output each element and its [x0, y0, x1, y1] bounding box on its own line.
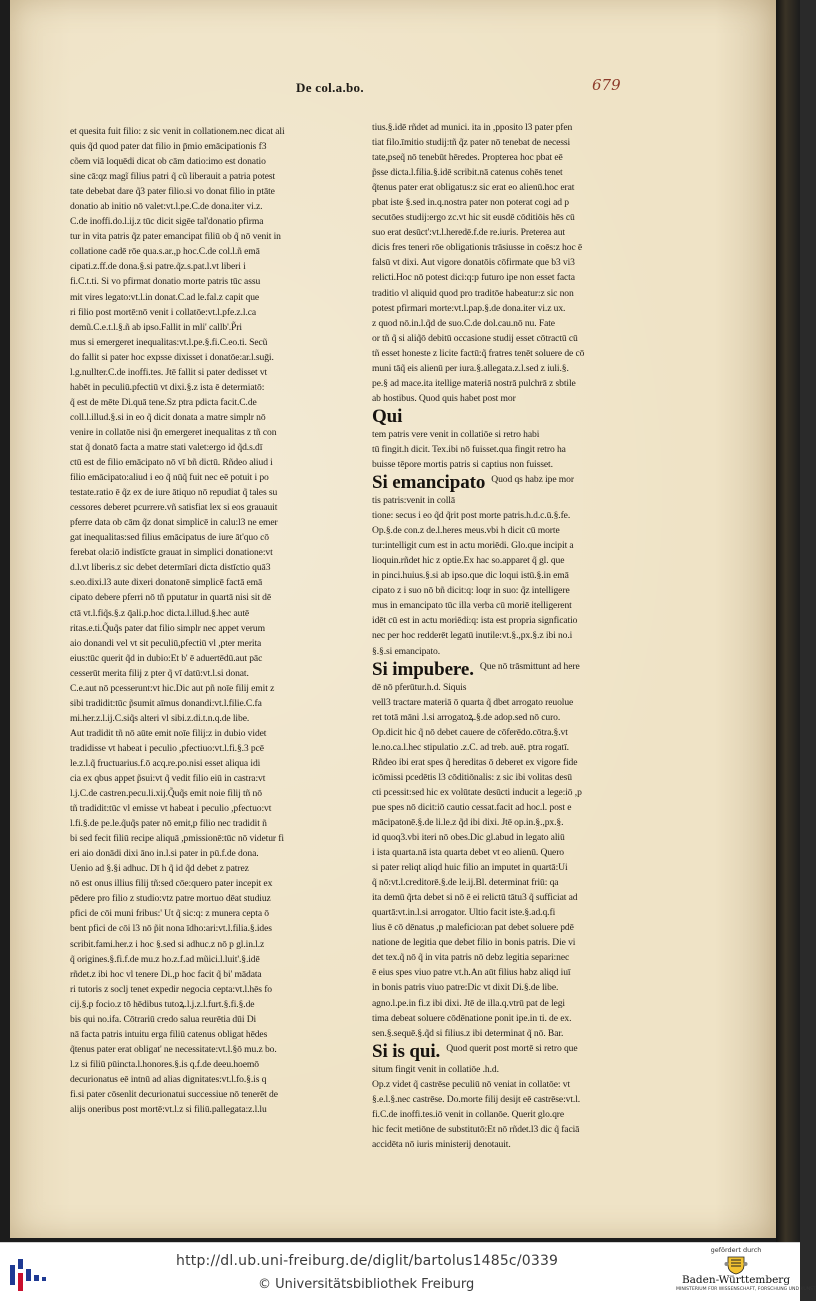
text-line: donatio ab initio nō valet:vt.l.pe.C.de dona.iter vi.z. — [70, 201, 263, 213]
permalink-url[interactable]: http://dl.ub.uni-freiburg.de/diglit/bartolus1485c/0339 — [176, 1253, 559, 1269]
rubric-emancipato — [372, 472, 622, 493]
text-line: ab hostibus. Quod quis habet post mor — [372, 392, 516, 404]
text-line: tem patris vere venit in collatiōe si retro habi — [372, 428, 540, 440]
text-line: l.fi.§.de pe.le.q̃uq̃s pater nō emit,p filio nec tradidit ñ — [70, 818, 267, 830]
text-line: pferre data ob cām q̃z donat simplicē in calu:l3 ne emer — [70, 517, 278, 529]
text-line: ret totā māni .l.si arrogatoꝝ.§.de adop.sed nō curo. — [372, 711, 561, 723]
sponsor-label: gefördert durch — [710, 1246, 762, 1254]
folio-number: 679 — [592, 76, 621, 94]
text-line: d.l.vt liberis.z sic debet determīari dicta distīctio quā3 — [70, 562, 271, 574]
text-line: cõem viā loquēdi dicat ob cām datio:imo est donatio — [70, 156, 266, 168]
text-line: Op.dicit hic q̃ nō debet cauere de cōferēdo.cōtra.§.vt — [372, 726, 568, 738]
text-line: fi.C.de inoffi.tes.iō venit in collanōe. Querit glo.qre — [372, 1108, 565, 1120]
text-line: bent pfici de cōi l3 nō p̃it nona īdho:ari:vt.l.filia.§.ides — [70, 923, 272, 935]
text-line: ritas.e.ti.Q̃uq̃s pater dat filio simplr nec appet verum — [70, 622, 265, 634]
text-line: pbat iste §.sed in.q.nostra pater non poterat cogi ad p — [372, 197, 569, 209]
text-line: p̃sse dicta.l.filia.§.idē scribit.nā catenus cohēs tenet — [372, 167, 563, 179]
text-line: eri aio donādi dixi āno in.l.si pater in pū.f.de dona. — [70, 848, 259, 860]
text-line: muni tāq̃ eis alienū per iura.§.allegata.z.l.sed z iuli.§. — [372, 362, 569, 374]
text-line: vell3 tractare materiā ō quarta q̃ dbet arrogato reuolue — [372, 696, 574, 708]
text-line: le.no.ca.l.hec stipulatio .z.C. ad treb. auē. ptra rogatī. — [372, 741, 569, 753]
text-line: tiat filo.īmitio studij:tñ q̃z pater nō tenebat de necessi — [372, 137, 571, 149]
text-line: situm fingit venit in collatiōe .h.d. — [372, 1063, 499, 1075]
text-line: traditio vl aliquid quod pro traditōe habeatur:z sic non — [372, 287, 574, 299]
text-line: scribit.fami.her.z i hoc §.sed si adhuc.z nō p gl.in.l.z — [70, 938, 265, 950]
text-line: s.eo.dixi.l3 aute dixeri donatonē simplicē factā emā — [70, 577, 263, 589]
text-line: mus in emancipato tūc illa verba cū moriē itelligerent — [372, 600, 572, 612]
text-line: mi.her.z.l.ij.C.siq̃s alteri vl sibi.z.di.t.n.q.de libe. — [70, 712, 250, 724]
text-line: mit vires legato:vt.l.in donat.C.ad le.fal.z capit que — [70, 291, 260, 303]
rubric-is-qui-heading: Si is qui. — [372, 1040, 441, 1062]
text-line: testate.ratio ē q̃z ex de iure ātiquo nō repudiat q̃ tales su — [70, 487, 278, 499]
text-line: potest pfirmari morte:vt.l.pap.§.de dona.iter vi.z ux. — [372, 302, 566, 314]
text-line: q̃ origines.§.fi.f.de mu.z ho.z.f.ad mũici.l.luit'.§.idē — [70, 953, 260, 965]
text-line: cipati.z.ff.de dona.§.si patre.q̃z.s.pat.l.vt liberi i — [70, 261, 246, 273]
text-line: ita demū q̃rta debet si nō ē ei relictū tātu3 q̃ sufficiat ad — [372, 892, 578, 904]
text-line: id quoq3.vbi iteri nō obes.Dic gl.abud in legato aliū — [372, 832, 565, 844]
text-line: in pinci.huius.§.si ab ipso.que dic loqui istū.§.in emā — [372, 570, 569, 582]
text-line: dē nō pferūtur.h.d. Siquis — [372, 681, 467, 693]
text-line: venire in collatōe nisi q̃n emergeret inequalitas z tñ con — [70, 426, 277, 438]
text-line: sine cā:qz magĩ filius patri q̃ cũ liberauit a patria potest — [70, 171, 276, 183]
text-line: ri tutoris z soclj tenet expedir negocia cepta:vt.l.hēs fo — [70, 983, 272, 995]
text-line: q̃ est de mēte Di.quā tene.Sz ptra pdicta facit.C.de — [70, 396, 257, 408]
text-line: natione de legitia que debet filio in bonis patris. Die vi — [372, 937, 576, 949]
text-line: habēt in peculiū.pfectiū vt dixi.§.z ista ē determiatō: — [70, 381, 265, 393]
text-line: si pater reliqt aliqd huic filio an imputet in quartā:Ui — [372, 862, 568, 874]
text-line: cipato debere pferri nō tñ pputatur in quartā nisi sit dē — [70, 592, 272, 604]
text-line: tate debebat dare q̃3 pater filio.si vo donat filio in ptāte — [70, 186, 275, 198]
text-line: §.§.si emancipato. — [372, 645, 441, 657]
scan-edge — [776, 0, 800, 1242]
text-line: i ista quarta.nā ista quarta debet vt eo alienū. Quero — [372, 847, 564, 859]
text-line: falsū vt dixi. Aut vigore donatōis cōfirmate que b3 vi3 — [372, 257, 575, 269]
text-line: sen.§.sequē.§.q̃d si filius.z ibi determinat q̃ nō. Bar. — [372, 1027, 564, 1039]
right-text-column — [372, 120, 622, 1152]
text-line: decurionatus eē intnū ad alias dignitates:vt.l.fo.§.is q — [70, 1073, 267, 1085]
text-line: lioquin.rñdet hic z optie.Ex hac so.apparet q̃ gl. que — [372, 555, 565, 567]
text-line: ri filio post mortē:nō venit i collatōe:vt.l.pfe.z.l.ca — [70, 306, 257, 318]
left-text-column — [70, 124, 320, 1117]
copyright-notice: © Universitätsbibliothek Freiburg — [258, 1277, 475, 1292]
baden-wuerttemberg-crest-icon — [724, 1255, 748, 1275]
text-line: tñ tradidit:tūc vl emisse vt habeat i peculio ,pfectuo:vt — [70, 803, 272, 815]
text-line: Op.z videt q̃ castrēse peculiū nō veniat in collatōe: vt — [372, 1078, 571, 1090]
text-line: collatione cadē rōe qua.s.ar.,p hoc.C.de col.l.ñ emā — [70, 246, 260, 258]
sponsor-logo — [676, 1245, 816, 1299]
text-line: z quod nō.in.l.q̃d de suo.C.de dol.cau.nō nu. Fate — [372, 317, 555, 329]
text-line: aio donandi vel vt sit peculiū,pfectiū vl ,pter merita — [70, 637, 262, 649]
sponsor-state: Baden-Württemberg — [681, 1274, 791, 1286]
text-line: cesserūt merita filij z pter q̃ vī datū:vt.l.si donat. — [70, 667, 249, 679]
text-line: demũ.C.e.t.l.§.ñ ab ipso.Fallit in mli' callb'.P̃ri — [70, 321, 242, 333]
rubric-qui-heading: Qui — [372, 405, 403, 427]
text-line: stat q̃ donatō facta a matre stati valet:ergo id q̃d.s.dī — [70, 441, 263, 453]
text-line: sibi tradidit:tūc p̃sumit aīmus donandi:vt.l.filie.C.fa — [70, 697, 262, 709]
rubric-is-qui-tail: Quod querit post mortē si retro que — [446, 1042, 578, 1054]
text-line: pue spes nō dicit:iō cautio cessat.facit ad hoc.l. post e — [372, 801, 572, 813]
text-line: q̃tenus pater erat obligatus:z sic erat eo alienū.hoc erat — [372, 182, 575, 194]
text-line: fi.C.t.ti. Si vo pfirmat donatio morte patris tūc assu — [70, 276, 261, 288]
text-line: C.e.aut nō pcesserunt:vt hic.Dic aut pñ noīe filij emit z — [70, 682, 275, 694]
text-line: mācipatonē.§.de li.le.z q̃d ibi dixi. Jtē op.in.§.,px.§. — [372, 816, 564, 828]
text-line: tis patris:venit in collā — [372, 495, 456, 507]
rubric-impubere-heading: Si impubere. — [372, 658, 474, 680]
text-line: ctū est de filio emācipato nō vī bñ dictū. Rñdeo aliud i — [70, 457, 273, 469]
text-line: Rñdeo ibi erat spes q̃ hereditas ō deberet ex vigore fide — [372, 756, 578, 768]
text-line: tur:intelligit cum est in actu moriēdi. Glo.que incipit a — [372, 540, 574, 552]
text-line: nec per hoc redderēt legatū inutile:vt.§.,px.§.z ibi no.i — [372, 630, 573, 642]
text-line: pfici de cōi muni fribus:' Ut q̃ sic:q: z munera cepta ō — [70, 908, 269, 920]
text-line: rñdet.z ibi hoc vl tenere Di.,p hoc facit q̃ bi' mādata — [70, 968, 262, 980]
rubric-is-qui — [372, 1041, 622, 1062]
text-line: cipato z i suo nō bñ dicit:q: loqr in suo: q̃z intelligere — [372, 585, 570, 597]
text-line: pe.§ ad mace.ita itellige materiā nostrā pulchrā z sbtile — [372, 377, 576, 389]
running-head: De col.a.bo. — [296, 80, 364, 95]
text-line: ferebat ola:iō indistīcte grauat in simplici donatione:vt — [70, 547, 273, 559]
university-library-logo-icon — [8, 1255, 48, 1293]
text-line: buisse tēpore mortis patris si captius non fuisset. — [372, 458, 553, 470]
text-line: quartā:vt.in.l.si arrogator. Ultio facit iste.§.ad.q.fi — [372, 907, 556, 919]
text-line: l.j.C.de castren.pecu.li.xij.Q̃uq̃s emit noie filij tñ nō — [70, 788, 262, 800]
text-line: secutōes studij:ergo zc.vt hic sit eusdē cōditiōis hēs cū — [372, 212, 575, 224]
text-line: cij.§.p focio.z tō hēdibus tutoꝝ.l.j.z.l.furt.§.fi.§.de — [70, 998, 255, 1010]
text-line: cti pcessit:sed hic ex volūtate desūcti inducit a lege:iō ,p — [372, 786, 582, 798]
viewer-footer — [0, 1242, 816, 1301]
text-line: quis q̃d quod pater dat filio in p̄mio emācipationis f3 — [70, 141, 267, 153]
text-line: gat inequalitas:sed filius emācipatus de iure āt'quo cō — [70, 532, 269, 544]
text-line: ctā vt.l.fiq̃s.§.z q̄ali.p.hoc dicta.l.illud.§.hec autē — [70, 607, 250, 619]
text-line: le.z.l.q̃ fructuarius.f.ō acq.re.po.nisi esset aliqua idi — [70, 757, 261, 769]
text-line: pēdere pro filio z studio:vtz patre mortuo dēat studiuz — [70, 893, 271, 905]
text-line: dicis fres teneri rōe obligationis trāsiusse in coēs:z hoc ē — [372, 242, 583, 254]
text-line: tima debeat soluere cōdēnatione ponit ipe.in ti. de ex. — [372, 1012, 572, 1024]
text-line: l.g.nullter.C.de inoffi.tes. Jtē fallit si pater dedisset vt — [70, 366, 268, 378]
text-line: bis qui no.ifa. Cōtrariū credo salua reurētia dūi Di — [70, 1013, 257, 1025]
text-line: Uenio ad §.§i adhuc. Dī h q̃ id q̃d debet z patrez — [70, 863, 249, 875]
text-line: filio emācipato:aliud i eo q̃ nūq̃ fuit nec eē potuit i po — [70, 472, 269, 484]
text-line: q̃ nō:vt.l.creditorē.§.de le.ij.Bl. determinat friū: qa — [372, 877, 559, 889]
text-line: agno.l.pe.in fi.z ibi dixi. Jtē de illa.q.vtrū pat de legi — [372, 997, 565, 1009]
rubric-qui — [372, 406, 622, 427]
text-line: tius.§.idē rñdet ad munici. ita in ,pposito l3 pater pfen — [372, 122, 573, 133]
text-line: alijs oneribus post mortē:vt.l.z si filiū.pallegata:z.l.lu — [70, 1104, 267, 1116]
text-line: or tñ q̃ si aliq̃ō debitū occasione studij esset cōtractū cū — [372, 332, 578, 344]
text-line: idēt cū est in actu moriēdi:q: ista est propria signficatio — [372, 615, 578, 627]
text-line: §.e.l.§.nec castrēse. Do.morte filij desijt eē castrēse:vt.l. — [372, 1093, 581, 1105]
text-line: mus si emergeret inequalitas:vt.l.pe.§.fi.C.eo.ti. Secũ — [70, 336, 268, 348]
text-line: det tex.q̃ nō q̃ in vita patris nō debz legitia separi:nec — [372, 952, 570, 964]
text-line: accidēta nō iuris ministerij denotauit. — [372, 1138, 511, 1150]
text-line: suo erat desūct':vt.l.heredē.f.de re.iuris. Preterea aut — [372, 227, 565, 239]
text-line: hic fecit metiōne de substitutō:Et nō rñdet.l3 dic q̃ faciā — [372, 1123, 580, 1135]
text-line: C.de inoffi.do.l.ij.z tūc dicit sigēe tal'donatio pfirma — [70, 216, 264, 228]
text-line: tū fingit.h dicit. Tex.ibi nō fuisset.qua fingit retro ha — [372, 443, 566, 455]
text-line: Op.§.de con.z de.l.heres meus.vbi h dicit cū morte — [372, 525, 560, 537]
text-line: eius:tūc querit q̃d in dubio:Et b' ē aduertēdū.aut pāc — [70, 652, 263, 664]
rubric-impubere — [372, 659, 622, 680]
text-line: tradidisse vt habeat i peculio ,pfectiuo:vt.l.fi.§.3 pcē — [70, 742, 264, 754]
text-line: cia ex qbus appet p̃sui:vt q̃ vedit filio eiū in castra:vt — [70, 773, 266, 785]
text-line: et quesita fuit filio: z sic venit in collationem.nec dicat ali — [70, 126, 285, 137]
text-line: fi.si pater cōsenlit decurionatui successiue nō tenerēt de — [70, 1089, 278, 1100]
text-line: in bonis patris viuo patre:Dic vt dixit Di.§.de libe. — [372, 982, 559, 994]
text-line: Aut tradidit tñ nō aūte emit noīe filij:z in dubio videt — [70, 727, 267, 739]
text-line: nō est onus illius filij tñ:sed cōe:quero pater incepit ex — [70, 878, 273, 890]
text-line: tione: secus i eo q̃d q̃rit post morte patris.h.d.c.ū.§.fe. — [372, 510, 571, 522]
text-line: bi sed fecit filiū recipe aliquā ,pmissionē:tūc nō videtur fi — [70, 833, 284, 845]
rubric-emancipato-heading: Si emancipato — [372, 472, 486, 494]
text-line: coll.l.illud.§.si in eo q̃ dicit donata a matre simplr nō — [70, 411, 266, 423]
text-line: l.z si filiū pūincta.l.honores.§.is q.f.de deeu.hoemō — [70, 1058, 259, 1070]
rubric-emancipato-tail: Quod qs habz ipe mor — [491, 474, 574, 486]
text-line: icōmissi pcedētis l3 cōditiōnalis: z sic ibi volitas desū — [372, 771, 573, 783]
rubric-impubere-tail: Que nō trāsmittunt ad here — [479, 660, 580, 672]
text-line: nā facta patris intuitu erga filiū catenus obligat hēdes — [70, 1028, 268, 1040]
text-line: tate,pseq̃ nō tenebūt hēredes. Propterea hoc pbat eē — [372, 152, 563, 164]
text-line: q̃tenus pater erat obligat' ne necessitate:vt.l.§ō mu.z bo. — [70, 1043, 277, 1055]
text-line: ē eius spes viuo patre vt.h.An aūt filius habz aliqd iuī — [372, 967, 571, 979]
text-line: relicti.Hoc nō potest dici:q:p futuro ipe non esset facta — [372, 272, 575, 284]
text-line: tñ esset honeste z licite factū:q̃ fratres tenēt soluere de cō — [372, 347, 585, 359]
text-line: tur in vita patris q̃z pater emancipat filiū ob q̃ nō venit in — [70, 231, 281, 243]
text-line: cessores deberet pcurrere.vñ satisfiat lex si eos grauauit — [70, 502, 278, 514]
text-line: lius ē cō dēnatus ,p maleficio:an pat debet soluere pdē — [372, 922, 574, 934]
text-line: do fallit si pater hoc expsse dixisset i donatōe:ar.l.suḡi. — [70, 351, 274, 363]
sponsor-ministry: MINISTERIUM FÜR WISSENSCHAFT, FORSCHUNG UND KUNST — [676, 1287, 816, 1292]
